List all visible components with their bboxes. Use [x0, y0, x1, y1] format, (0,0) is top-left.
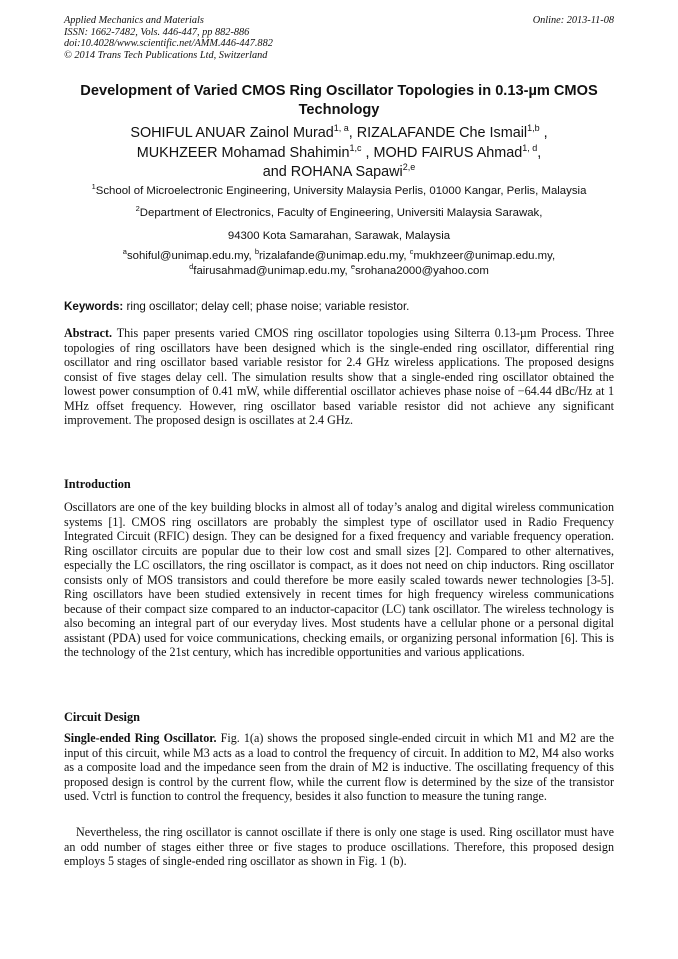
author-name: MUKHZEER Mohamad Shahimin: [136, 144, 350, 161]
affil-text: Department of Electronics, Faculty of Engineering, Universiti Malaysia Sarawak,: [139, 207, 543, 219]
introduction-text: Oscillators are one of the key building blocks in almost all of today’s analog and digital wireless communication systems [1]. CMOS ring oscillators are probably the simplest type of oscillator used in Radio Frequency Integrated Circuit (RFIC) design. They can be designed for a fixed frequency and variable frequency operation. Ring oscillator circuits are popular due to their low cost and small sizes [2]. Compared to other alternatives, especially the LC oscillators, the ring oscillator is compact, as it does not need on chip inductors. Ring oscillator consists only of MOS transistors and could therefore be more easily scaled towards newer technologies [3-5]. Ring oscillators have been studied extensively in recent times for high frequency wireless communications because of their compact size compared to an inductor-capacitor (LC) tank oscillator. The wireless technology is also becoming an integral part of our everyday lives. Most students have a cellular phone or a personal digital assistant (PDA) used for voice communications, checking emails, or organizing personal information [6]. This is the technology of the 21st century, which has incredible opportunities and various applications.: [64, 500, 614, 660]
author-affil-mark: 1, d: [522, 142, 538, 153]
email-address: sohiful@unimap.edu.my,: [126, 250, 252, 262]
author-affil-mark: 1,b: [527, 123, 540, 134]
journal-header: [64, 15, 273, 61]
email-mark: a: [122, 247, 127, 257]
email-address: fairusahmad@unimap.edu.my,: [193, 264, 348, 277]
author-name: MOHD FAIRUS Ahmad: [373, 144, 523, 161]
circuit-design-para-1: [64, 731, 614, 804]
email-address: srohana2000@yahoo.com: [355, 264, 489, 277]
email-mark: d: [189, 261, 194, 271]
affil-mark: 2: [135, 204, 140, 214]
email-mark: e: [350, 261, 356, 271]
author-name: RIZALAFANDE Che Ismail: [356, 125, 528, 141]
author-list: [64, 124, 614, 183]
email-list: [64, 249, 614, 278]
keywords-text: ring oscillator; delay cell; phase noise; variable resistor.: [123, 300, 410, 313]
introduction-heading: Introduction: [64, 477, 131, 491]
email-address: rizalafande@unimap.edu.my,: [259, 250, 407, 262]
paper-title: Development of Varied CMOS Ring Oscillator Topologies in 0.13-µm CMOS Technology: [80, 83, 598, 118]
author-separator: ,: [537, 144, 542, 161]
affil-text: School of Microelectronic Engineering, University Malaysia Perlis, 01000 Kangar, Perlis, Malaysia: [95, 185, 587, 197]
author-and: and: [262, 164, 287, 180]
author-name: SOHIFUL ANUAR Zainol Murad: [130, 125, 334, 141]
affiliation-2-address: 94300 Kota Samarahan, Sarawak, Malaysia: [227, 230, 451, 242]
author-separator: ,: [539, 125, 548, 141]
email-mark: c: [409, 247, 414, 257]
paragraph-text: Fig. 1(a) shows the proposed single-ended circuit in which M1 and M2 are the input of this circuit, while M3 acts as a load to control the frequency of circuit. In addition to M2, M4 also works as a composite load and the impedance seen from the drain of M2 is inductive. The oscillating frequency of this proposed design is control by the current flow, while the current flow is determined by the size of the transistor used. Vctrl is function to control the frequency, besides it also function to measure the tuning range.: [64, 731, 614, 804]
abstract: [64, 326, 614, 428]
author-affil-mark: 1, a: [333, 123, 349, 134]
author-separator: ,: [361, 144, 374, 161]
abstract-text: This paper presents varied CMOS ring oscillator topologies using Silterra 0.13-µm Process. Three topologies of ring oscillators have been designed which is the single-ended ring oscillator, differential ring oscillator and ring oscillator based variable resistor for 2.4 GHz wireless applications. The proposed designs consist of five stages delay cell. The simulation results show that a single-ended ring oscillator obtained the lowest power consumption of 0.41 mW, while differential oscillator achieves phase noise of −64.44 dBc/Hz at 1 MHz offset frequency. However, ring oscillator based variable resistor did not achieve any significant improvement. The proposed design is oscillates at 2.4 GHz.: [64, 326, 614, 428]
email-mark: b: [254, 247, 259, 257]
keywords: [64, 300, 614, 314]
affiliation-1: [64, 184, 614, 198]
subsection-label: Single-ended Ring Oscillator.: [64, 731, 217, 745]
issn: ISSN: 1662-7482, Vols. 446-447, pp 882-886: [64, 26, 250, 38]
author-affil-mark: 2,e: [402, 162, 416, 173]
abstract-label: Abstract.: [64, 326, 113, 340]
author-name: ROHANA Sapawi: [290, 164, 403, 180]
circuit-design-para-2: Nevertheless, the ring oscillator is cannot oscillate if there is only one stage is used. Ring oscillator must have an odd number of stages either three or five stages to produce oscillations. Therefore, this proposed design employs 5 stages of single-ended ring oscillator as shown in Fig. 1 (b).: [64, 825, 614, 869]
author-affil-mark: 1,c: [349, 142, 362, 153]
affiliation-2: [64, 206, 614, 220]
doi: doi:10.4028/www.scientific.net/AMM.446-447.882: [64, 38, 273, 50]
affil-mark: 1: [91, 182, 96, 192]
copyright: © 2014 Trans Tech Publications Ltd, Switzerland: [64, 49, 268, 61]
keywords-label: Keywords:: [64, 300, 124, 313]
online-date: Online: 2013-11-08: [532, 15, 614, 26]
email-address: mukhzeer@unimap.edu.my,: [413, 250, 556, 262]
author-separator: ,: [348, 125, 357, 141]
circuit-design-heading: Circuit Design: [64, 710, 140, 724]
journal-name: Applied Mechanics and Materials: [64, 15, 204, 26]
